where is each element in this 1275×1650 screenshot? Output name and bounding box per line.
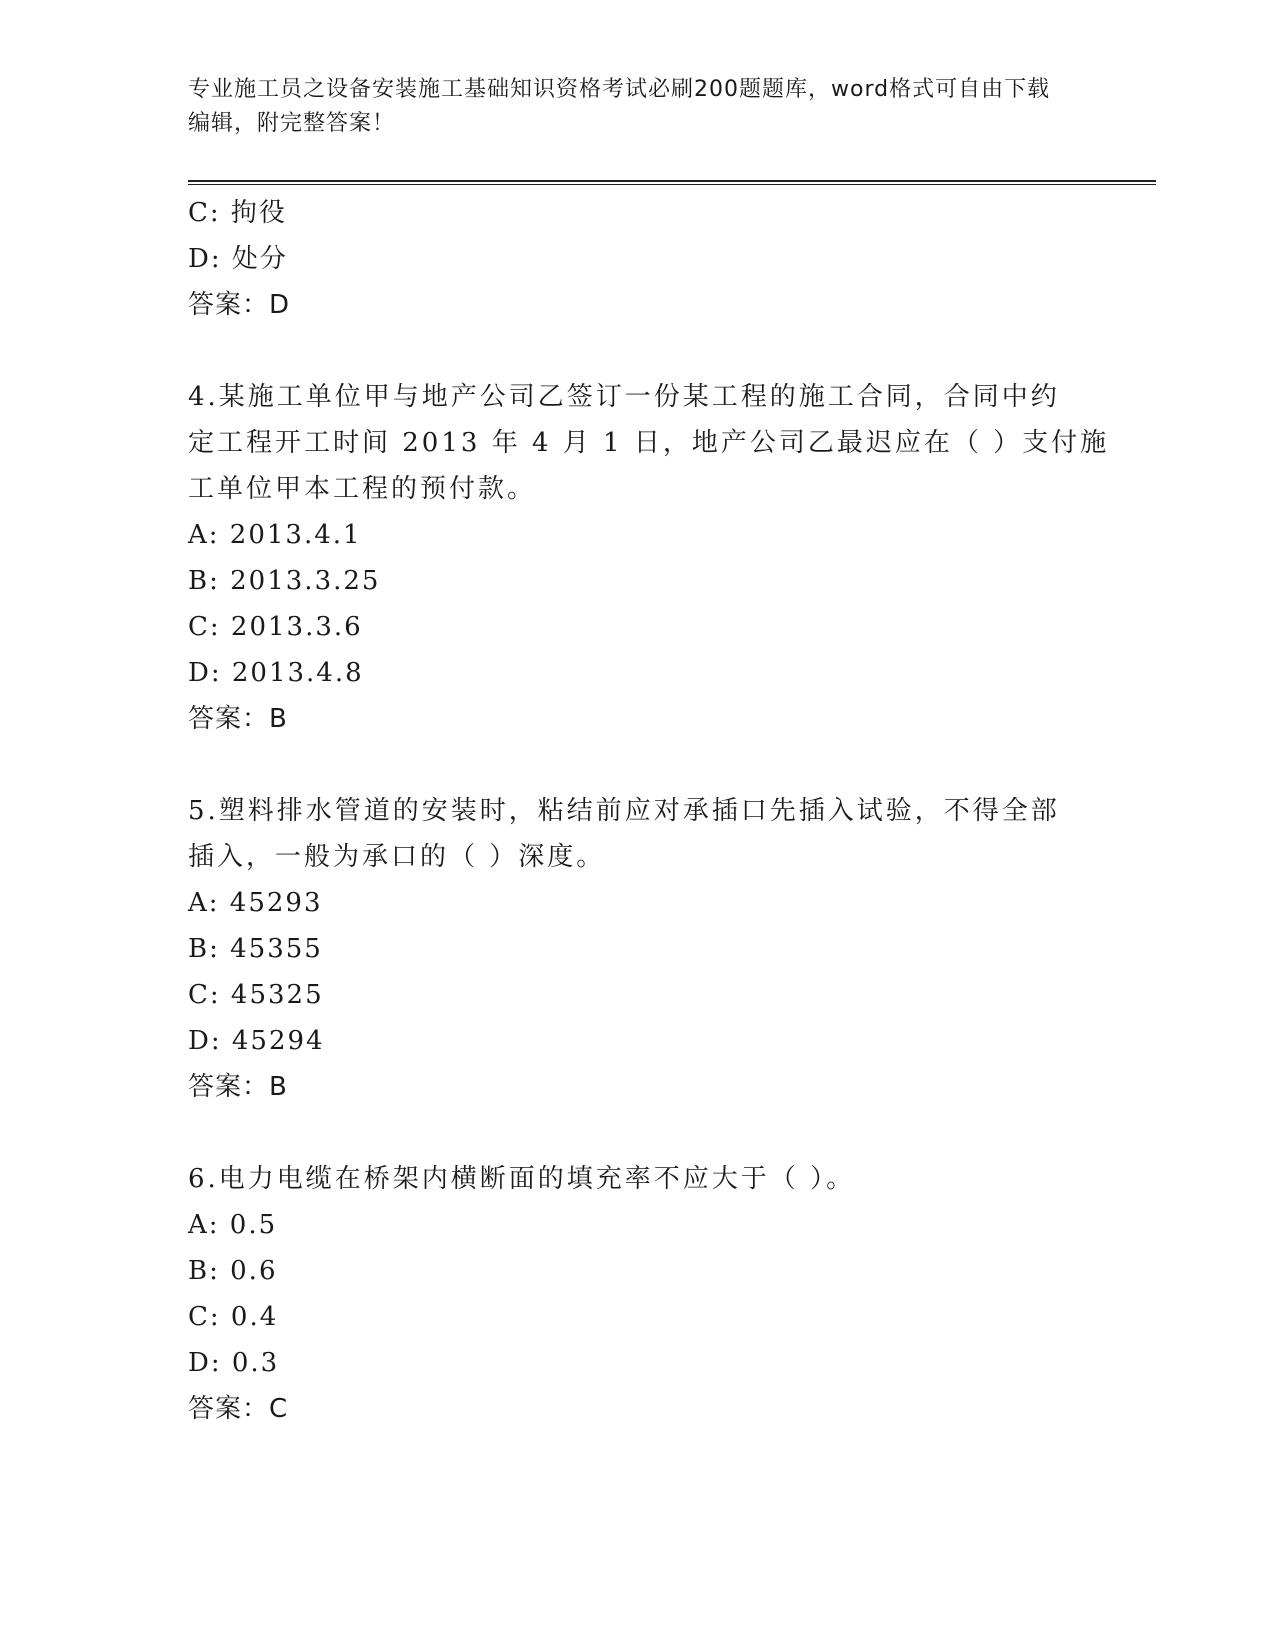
answer-line: 答案：B [188,1072,288,1102]
question-text: 定工程开工时间 2013 年 4 月 1 日，地产公司乙最迟应在（ ）支付施 [188,428,1110,458]
option-c: C: 0.4 [188,1302,279,1332]
question-text: 5.塑料排水管道的安装时，粘结前应对承插口先插入试验，不得全部 [188,796,1060,826]
option-c: C: 45325 [188,980,324,1010]
answer-line: 答案：B [188,704,288,734]
question-4 [188,374,1110,742]
question-6 [188,1156,1068,1432]
answer-line: 答案：D [188,290,291,320]
option-d: D: 45294 [188,1026,325,1056]
question-text: 工单位甲本工程的预付款。 [188,474,537,504]
option-c: C: 拘役 [188,198,287,228]
question-text: 6.电力电缆在桥架内横断面的填充率不应大于（ ）。 [188,1164,856,1194]
question-5 [188,788,1068,1110]
question-text: 插入，一般为承口的（ ）深度。 [188,842,606,872]
question-text: 4.某施工单位甲与地产公司乙签订一份某工程的施工合同，合同中约 [188,382,1060,412]
document-header-title: 专业施工员之设备安装施工基础知识资格考试必刷200题题库，word格式可自由下载编辑，附完整答案！ [188,77,1051,136]
option-a: A: 45293 [188,888,323,918]
question-3-tail [188,190,1068,328]
option-b: B: 2013.3.25 [188,566,381,596]
option-b: B: 0.6 [188,1256,278,1286]
option-d: D: 0.3 [188,1348,280,1378]
header-divider [188,180,1156,185]
spacer [188,742,1068,788]
option-d: D: 2013.4.8 [188,658,364,688]
answer-line: 答案：C [188,1394,289,1424]
spacer [188,328,1068,374]
document-body [188,190,1110,1432]
option-b: B: 45355 [188,934,323,964]
option-a: A: 2013.4.1 [188,520,362,550]
option-a: A: 0.5 [188,1210,278,1240]
option-d: D: 处分 [188,244,288,274]
option-c: C: 2013.3.6 [188,612,363,642]
spacer [188,1110,1068,1156]
